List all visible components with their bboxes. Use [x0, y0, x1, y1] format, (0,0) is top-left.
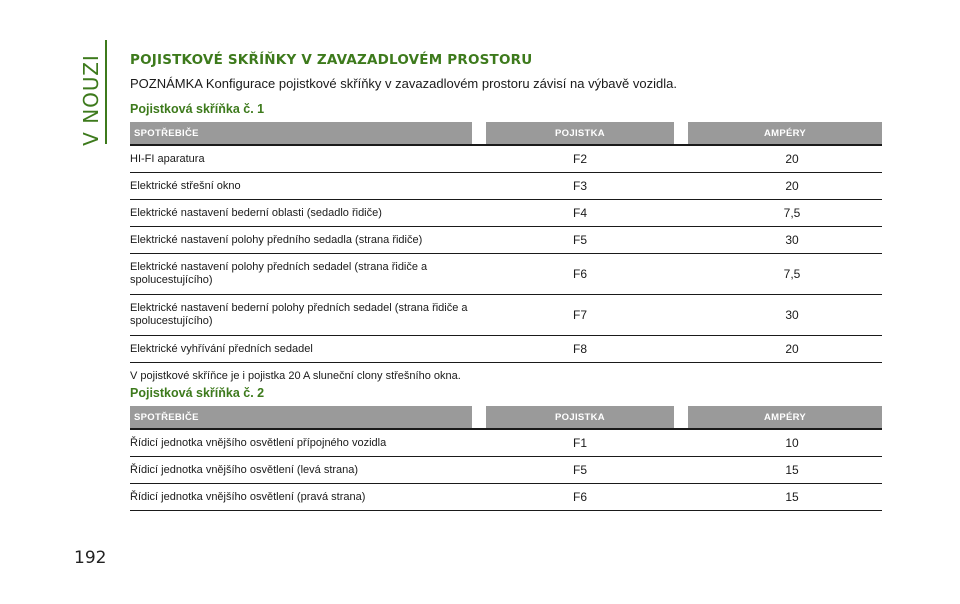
table-row	[130, 336, 882, 363]
page-content	[130, 52, 882, 511]
note-text: POZNÁMKA Konfigurace pojistkové skříňky v zavazadlovém prostoru závisí na výbavě vozidla.	[130, 76, 677, 91]
fuse-cell: F5	[572, 233, 587, 247]
section-title: POJISTKOVÉ SKŘÍŇKY V ZAVAZADLOVÉM PROSTORU	[130, 52, 533, 68]
consumer-cell: Elektrické střešní okno	[130, 179, 241, 192]
table-row	[130, 295, 882, 336]
amps-cell: 30	[785, 233, 799, 247]
table1-header-amps: AMPÉRY	[688, 122, 882, 144]
page-number: 192	[74, 548, 107, 568]
table-row	[130, 484, 882, 511]
consumer-cell: Elektrické vyhřívání předních sedadel	[130, 342, 313, 355]
table1-title: Pojistková skříňka č. 1	[130, 102, 265, 116]
fuse-cell: F7	[572, 308, 587, 322]
table2-header	[130, 406, 882, 428]
consumer-cell: Elektrické nastavení bederní oblasti (sedadlo řidiče)	[130, 206, 382, 219]
amps-cell: 7,5	[783, 206, 801, 220]
fuse-cell: F2	[572, 152, 587, 166]
consumer-cell: Elektrické nastavení bederní polohy předních sedadel (strana řidiče a spolucestujícího)	[130, 302, 468, 327]
fuse-table-2	[130, 406, 882, 511]
amps-cell: 20	[785, 152, 799, 166]
table1-footnote: V pojistkové skříňce je i pojistka 20 A sluneční clony střešního okna.	[130, 370, 461, 382]
fuse-table-1	[130, 122, 882, 363]
fuse-cell: F4	[572, 206, 587, 220]
table2-title: Pojistková skříňka č. 2	[130, 386, 265, 400]
table1-header-fuse: POJISTKA	[486, 122, 674, 144]
table-row	[130, 430, 882, 457]
consumer-cell: Řídicí jednotka vnějšího osvětlení (levá strana)	[130, 463, 359, 476]
amps-cell: 7,5	[783, 267, 801, 281]
table-row	[130, 227, 882, 254]
table-row	[130, 173, 882, 200]
amps-cell: 10	[785, 436, 799, 450]
consumer-cell: Elektrické nastavení polohy předního sedadla (strana řidiče)	[130, 233, 423, 246]
amps-cell: 15	[785, 463, 799, 477]
consumer-cell: Řídicí jednotka vnějšího osvětlení přípojného vozidla	[130, 436, 387, 449]
consumer-cell: HI-FI aparatura	[130, 152, 205, 165]
fuse-cell: F5	[572, 463, 587, 477]
table1-header	[130, 122, 882, 144]
amps-cell: 30	[785, 308, 799, 322]
fuse-cell: F6	[572, 490, 587, 504]
table-row	[130, 146, 882, 173]
table2-header-amps: AMPÉRY	[688, 406, 882, 428]
chapter-tab	[78, 54, 104, 146]
fuse-cell: F1	[572, 436, 587, 450]
table2-header-consumers: SPOTŘEBIČE	[130, 406, 472, 428]
chapter-tab-label: V NOUZI	[79, 54, 104, 146]
amps-cell: 20	[785, 342, 799, 356]
table-row	[130, 457, 882, 484]
table-row	[130, 254, 882, 295]
fuse-cell: F6	[572, 267, 587, 281]
amps-cell: 20	[785, 179, 799, 193]
consumer-cell: Elektrické nastavení polohy předních sedadel (strana řidiče a spolucestujícího)	[130, 261, 428, 286]
table2-header-fuse: POJISTKA	[486, 406, 674, 428]
table1-header-consumers: SPOTŘEBIČE	[130, 122, 472, 144]
table-row	[130, 200, 882, 227]
fuse-cell: F8	[572, 342, 587, 356]
chapter-tab-rule	[105, 40, 107, 144]
fuse-cell: F3	[572, 179, 587, 193]
amps-cell: 15	[785, 490, 799, 504]
consumer-cell: Řídicí jednotka vnějšího osvětlení (pravá strana)	[130, 490, 366, 503]
